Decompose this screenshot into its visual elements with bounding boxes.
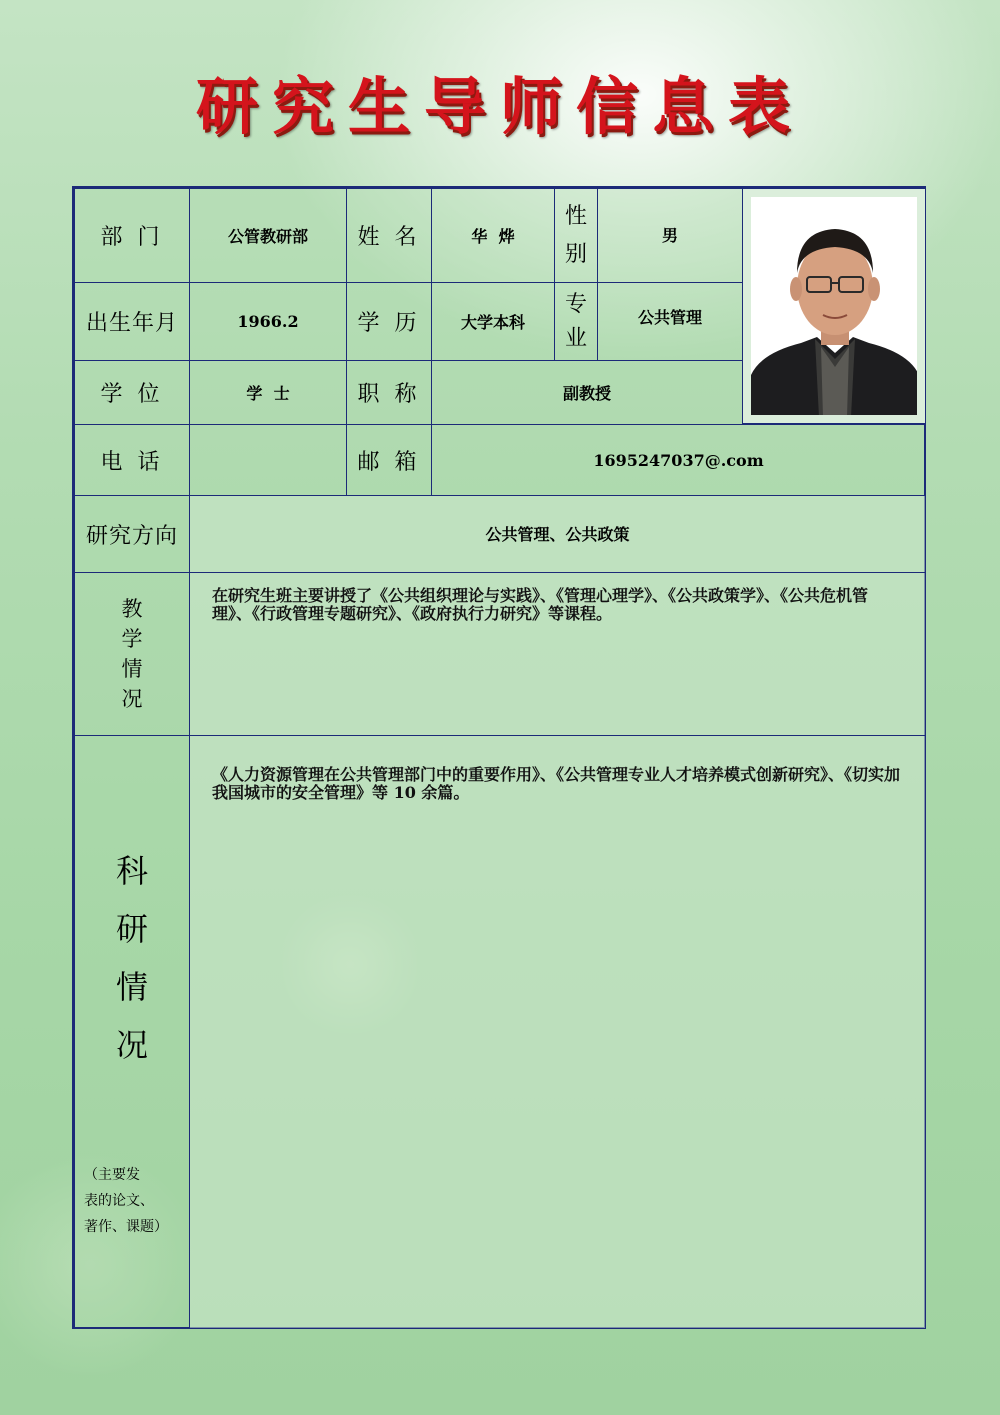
title-label: 职 称 (346, 360, 432, 425)
title-value: 副教授 (431, 360, 743, 425)
name-label: 姓 名 (346, 188, 432, 283)
birth-label: 出生年月 (74, 282, 190, 361)
teaching-label (74, 572, 190, 736)
dept-label: 部 门 (74, 188, 190, 283)
gender-value: 男 (597, 188, 743, 283)
gender-label-char-1: 性 (564, 203, 587, 229)
degree-label: 学 位 (74, 360, 190, 425)
birth-value: 1966.2 (189, 282, 347, 361)
email-value: 1695247037@.com (431, 424, 926, 496)
person-portrait-photo (751, 197, 917, 415)
degree-value: 学 士 (189, 360, 347, 425)
gender-label (554, 188, 598, 283)
info-table (72, 186, 926, 1329)
research-note-line-2: 表的论文、 (84, 1193, 154, 1209)
research-label-char-3: 情 (115, 968, 148, 1006)
major-value: 公共管理 (597, 282, 743, 361)
research-label-cell (74, 735, 190, 1329)
research-note-line-1: （主要发 (84, 1167, 140, 1183)
research-note (84, 1162, 180, 1240)
research-label-char-1: 科 (115, 852, 148, 890)
dept-value: 公管教研部 (189, 188, 347, 283)
research-direction-label: 研究方向 (74, 495, 190, 573)
teaching-label-char-4: 况 (121, 687, 143, 711)
portrait-image (751, 197, 917, 415)
education-value: 大学本科 (431, 282, 555, 361)
research-label-char-2: 研 (115, 910, 148, 948)
teaching-label-char-1: 教 (121, 597, 143, 621)
email-label: 邮 箱 (346, 424, 432, 496)
teaching-label-char-3: 情 (121, 657, 143, 681)
teaching-text: 在研究生班主要讲授了《公共组织理论与实践》、《管理心理学》、《公共政策学》、《公共危机管理》、《行政管理专题研究》、《政府执行力研究》等课程。 (189, 572, 926, 736)
page-title: 研究生导师信息表 (195, 70, 804, 143)
research-note-line-3: 著作、课题） (84, 1219, 168, 1235)
phone-label: 电 话 (74, 424, 190, 496)
teaching-label-char-2: 学 (121, 627, 143, 651)
research-label-char-4: 况 (115, 1026, 148, 1064)
gender-label-char-2: 别 (564, 241, 587, 267)
photo-frame (742, 188, 926, 424)
major-label-char-1: 专 (564, 291, 587, 317)
phone-value (189, 424, 347, 496)
major-label-char-2: 业 (564, 325, 587, 351)
research-direction-value: 公共管理、公共政策 (189, 495, 926, 573)
name-value: 华 烨 (431, 188, 555, 283)
research-text: 《人力资源管理在公共管理部门中的重要作用》、《公共管理专业人才培养模式创新研究》、《切实加 我国城市的安全管理》等 10 余篇。 (189, 735, 926, 1329)
research-label (116, 842, 148, 1074)
major-label (554, 282, 598, 361)
education-label: 学 历 (346, 282, 432, 361)
